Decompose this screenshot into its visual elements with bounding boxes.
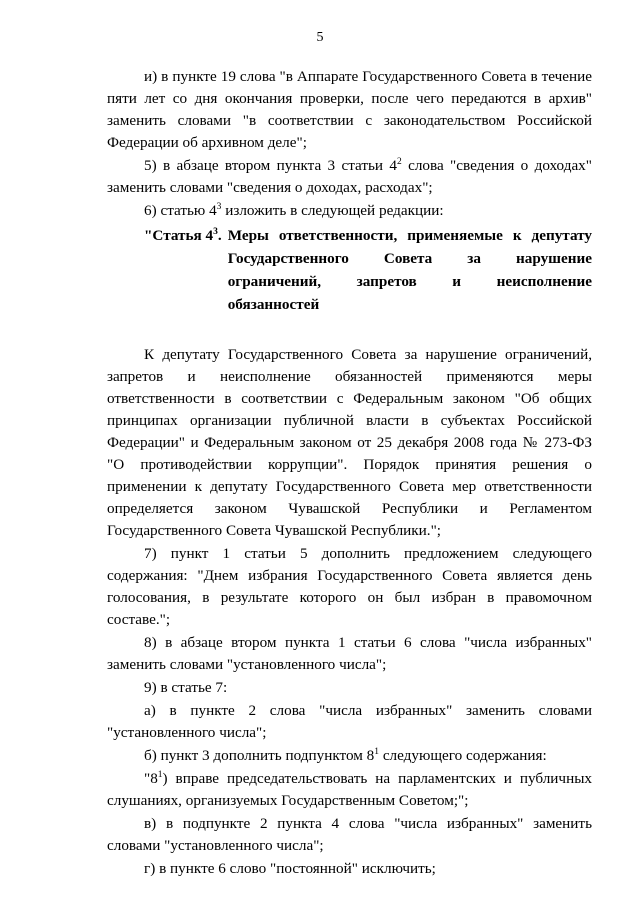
paragraph-text: "8	[144, 770, 158, 787]
paragraph-text: ) вправе председательствовать на парламентских и публичных слушаниях, организуемых Государственным Советом;";	[107, 770, 592, 809]
paragraph-text: б) пункт 3 дополнить подпунктом 8	[144, 747, 375, 764]
paragraph-item-7: 7) пункт 1 статьи 5 дополнить предложением следующего содержания: "Днем избрания Государственного Совета является день голосования, в результате которого он был избран в правомочном составе.";	[107, 545, 592, 628]
article-title: Меры ответственности, применяемые к депутату Государственного Совета за нарушение ограничений, запретов и неисполнение обязанностей	[227, 227, 592, 313]
paragraph-subitem-v: в) в подпункте 2 пункта 4 слова "числа избранных" заменить словами "установленного числа";	[107, 815, 592, 854]
paragraph-item-8: 8) в абзаце втором пункта 1 статьи 6 слова "числа избранных" заменить словами "установленного числа";	[107, 634, 592, 673]
article-dot: .	[217, 227, 222, 244]
paragraph-text: изложить в следующей редакции:	[221, 202, 444, 219]
superscript: 1	[157, 769, 163, 780]
paragraph-subitem-g: г) в пункте 6 слово "постоянной" исключить;	[144, 860, 436, 877]
paragraph-subitem-a: а) в пункте 2 слова "числа избранных" заменить словами "установленного числа";	[107, 702, 592, 741]
paragraph-subitem-b	[107, 745, 592, 767]
paragraph-item-i: и) в пункте 19 слова "в Аппарате Государственного Совета в течение пяти лет со дня окончания проверки, после чего передаются в архив" заменить словами "в соответствии с законодательством Российской Федерации об архивном деле";	[107, 68, 592, 151]
article-number	[107, 224, 222, 316]
paragraph-text: следующего содержания:	[379, 747, 547, 764]
paragraph-article-body: К депутату Государственного Совета за нарушение ограничений, запретов и неисполнение обязанностей применяются меры ответственности в соответствии с Федеральным законом "Об общих принципах организации публичной власти в субъектах Российской Федерации" и Федеральным законом от 25 декабря 2008 года № 273-ФЗ "О противодействии коррупции". Порядок принятия решения о применении к депутату Государственного Совета мер ответственности определяется законом Чувашской Республики и Регламентом Государственного Совета Чувашской Республики.";	[107, 346, 592, 539]
paragraph-item-5	[107, 155, 592, 199]
paragraph-text: 6) статью 4	[144, 202, 217, 219]
superscript: 3	[213, 226, 218, 237]
superscript: 3	[216, 201, 222, 212]
superscript: 1	[374, 746, 380, 757]
paragraph-item-9: 9) в статье 7:	[144, 679, 228, 696]
paragraph-quoted-subitem	[107, 768, 592, 812]
superscript: 2	[397, 156, 402, 167]
article-heading	[107, 224, 592, 316]
paragraph-text: 5) в абзаце втором пункта 3 статьи 4	[144, 157, 397, 174]
document-body	[107, 66, 592, 881]
page-number: 5	[316, 30, 324, 45]
article-label: "Статья 4	[144, 227, 214, 244]
paragraph-text: слова "сведения о доходах" заменить словами "сведения о доходах, расходах";	[107, 157, 592, 196]
paragraph-item-6	[107, 200, 592, 222]
